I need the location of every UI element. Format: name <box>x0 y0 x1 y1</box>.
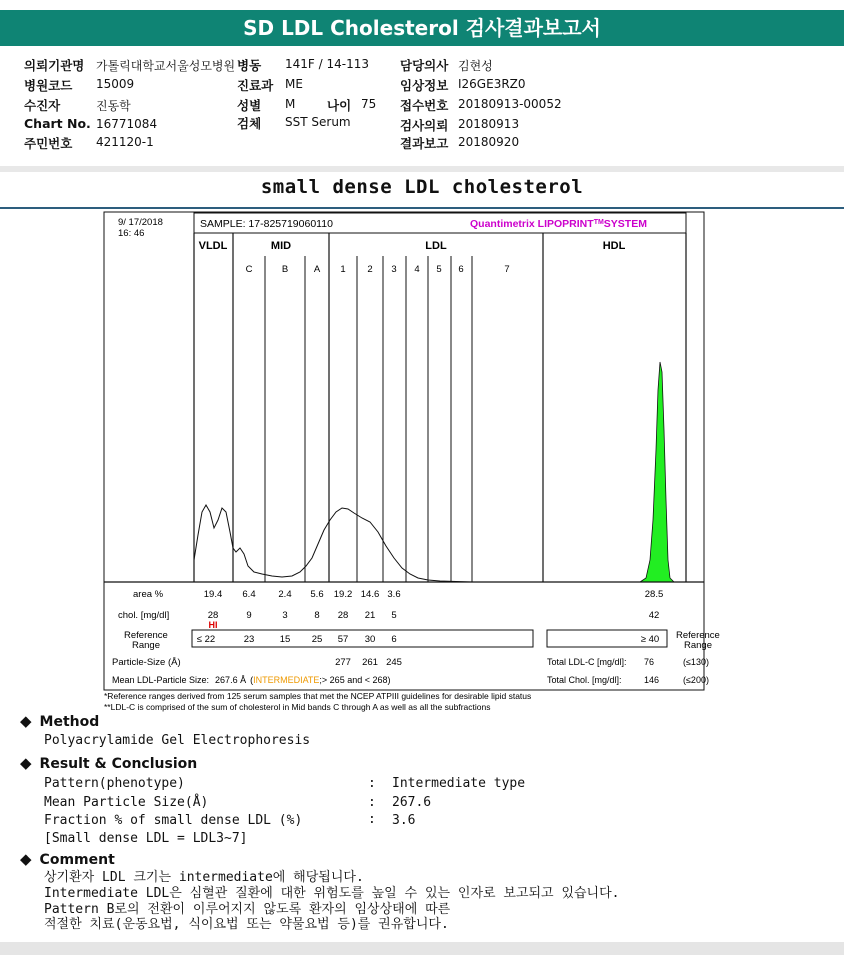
result-row-sep: : <box>368 812 376 827</box>
request-value: 20180913 <box>458 117 520 131</box>
chart-time: 16: 46 <box>118 228 145 239</box>
sex-value: M <box>285 97 296 111</box>
mean-ldl-value: 267.6 Å <box>215 675 247 685</box>
result-row-label: Mean Particle Size(Å) <box>44 795 209 810</box>
comment-line: 적절한 치료(운동요법, 식이요법 또는 약물요법 등)를 권유합니다. <box>44 917 449 932</box>
mean-ldl-label: Mean LDL-Particle Size: <box>112 675 210 685</box>
band-label: A <box>313 264 321 275</box>
band-label: C <box>245 264 253 275</box>
comment-header-text: Comment <box>39 852 115 868</box>
chart-date: 9/ 17/2018 <box>118 217 163 228</box>
particle-size: 245 <box>386 657 402 668</box>
system-name: Quantimetrix LIPOPRINT <box>470 218 594 230</box>
result-row-sep: : <box>368 776 376 791</box>
ref-value: 30 <box>364 634 376 645</box>
chart-no-value: 16771084 <box>96 117 158 131</box>
system-suffix: SYSTEM <box>603 218 647 230</box>
area-value: 19.4 <box>203 589 223 600</box>
area-value: 2.4 <box>278 589 292 600</box>
specimen-label: 검체 <box>237 116 262 131</box>
band-label: B <box>281 264 289 275</box>
diamond-bullet-icon: ◆ <box>20 850 32 868</box>
hi-flag: HI <box>208 620 218 630</box>
age-value: 75 <box>361 97 377 111</box>
hospital-code-label: 병원코드 <box>24 78 73 93</box>
receipt-value: 20180913-00052 <box>458 97 562 111</box>
chol-value: 21 <box>364 610 376 621</box>
sample-id: SAMPLE: 17-825719060110 <box>200 218 333 230</box>
institution-label: 의뢰기관명 <box>24 58 85 73</box>
doctor-label: 담당의사 <box>400 58 449 73</box>
specimen-value: SST Serum <box>285 115 351 129</box>
ward-label: 병동 <box>237 58 262 73</box>
band-label: 4 <box>414 264 420 275</box>
result-row-value: 267.6 <box>392 795 432 810</box>
comment-line: Intermediate LDL은 심혈관 질환에 대한 위험도를 높일 수 있는 인자로 보고되고 있습니다. <box>44 886 620 901</box>
mean-ldl-type: INTERMEDIATE <box>253 675 320 685</box>
chol-value: 9 <box>246 610 252 621</box>
dept-value: ME <box>285 77 303 91</box>
result-row-value: Intermediate type <box>392 776 526 791</box>
request-label: 검사의뢰 <box>400 118 449 133</box>
band-label: 6 <box>458 264 464 275</box>
ref-label-right: Reference <box>676 630 720 641</box>
chol-value: 3 <box>282 610 288 621</box>
footnote: **LDL-C is comprised of the sum of cholesterol in Mid bands C through A as well as all the subfractions <box>104 702 491 712</box>
comment-line: 상기환자 LDL 크기는 intermediate에 해당됩니다. <box>44 870 364 885</box>
chol-value: 5 <box>391 610 397 621</box>
bottom-bar <box>0 942 844 955</box>
ref-value: 15 <box>279 634 291 645</box>
footnote: *Reference ranges derived from 125 serum samples that met the NCEP ATPIII guidelines for desirable lipid status <box>104 691 532 701</box>
chart-title: small dense LDL cholesterol <box>260 176 584 198</box>
ref-label-right: Range <box>684 640 712 651</box>
report-date-value: 20180920 <box>458 135 520 149</box>
result-row-label: Pattern(phenotype) <box>44 776 185 791</box>
chol-value: 28 <box>337 610 349 621</box>
method-text: Polyacrylamide Gel Electrophoresis <box>44 733 311 748</box>
ref-value: 25 <box>311 634 323 645</box>
area-value: 5.6 <box>310 589 324 600</box>
area-value: 19.2 <box>333 589 353 600</box>
area-value: 3.6 <box>387 589 401 600</box>
ref-value: 57 <box>337 634 349 645</box>
name-label: 수진자 <box>24 98 61 113</box>
diamond-bullet-icon: ◆ <box>20 712 32 730</box>
clinical-info-label: 임상정보 <box>400 78 449 93</box>
area-label: area % <box>133 589 164 600</box>
dept-label: 진료과 <box>237 78 274 93</box>
receipt-label: 접수번호 <box>400 98 449 113</box>
ref-value: 6 <box>391 634 397 645</box>
lipoprint-chart <box>0 209 844 715</box>
result-note: [Small dense LDL = LDL3~7] <box>44 831 248 846</box>
total-chol-ref: (≤200) <box>683 675 709 685</box>
result-header-text: Result & Conclusion <box>39 756 198 772</box>
ref-value: ≤ 22 <box>196 634 216 645</box>
hospital-code-value: 15009 <box>96 77 135 91</box>
patient-info <box>0 50 844 168</box>
result-row-label: Fraction % of small dense LDL (%) <box>44 813 303 828</box>
particle-size-label: Particle-Size (Å) <box>112 657 181 668</box>
chol-value: 42 <box>648 610 660 621</box>
method-header <box>20 712 99 730</box>
mean-ldl-open: ( <box>250 675 254 685</box>
area-value: 14.6 <box>360 589 380 600</box>
system-brand <box>470 218 647 230</box>
mean-ldl-size <box>112 675 390 685</box>
ref-value: ≥ 40 <box>640 634 660 645</box>
mean-ldl-range: ;> 265 and < 268) <box>319 675 391 685</box>
doctor-value: 김현성 <box>458 59 493 73</box>
group-mid: MID <box>270 240 292 252</box>
name-value: 진동학 <box>96 99 131 113</box>
band-label: 5 <box>436 264 442 275</box>
band-label: 2 <box>367 264 373 275</box>
ref-label-left: Reference <box>124 630 168 641</box>
group-hdl: HDL <box>602 240 626 252</box>
sex-label: 성별 <box>237 98 262 113</box>
band-label: 1 <box>340 264 346 275</box>
diamond-bullet-icon: ◆ <box>20 754 32 772</box>
total-ldl-label: Total LDL-C [mg/dl]: <box>547 657 627 667</box>
id-label: 주민번호 <box>24 136 73 151</box>
chol-value: 8 <box>314 610 320 621</box>
institution-value: 가톨릭대학교서울성모병원 <box>96 59 236 73</box>
band-label: 3 <box>391 264 397 275</box>
system-tm: TM <box>593 218 604 226</box>
total-chol-label: Total Chol. [mg/dl]: <box>547 675 622 685</box>
band-label: 7 <box>504 264 510 275</box>
result-row-sep: : <box>368 795 376 810</box>
group-vldl: VLDL <box>198 240 228 252</box>
particle-size: 261 <box>362 657 378 668</box>
ward-value: 141F / 14-113 <box>285 57 369 71</box>
id-value: 421120-1 <box>96 135 154 149</box>
report-date-label: 결과보고 <box>400 136 449 151</box>
area-value: 28.5 <box>644 589 664 600</box>
area-value: 6.4 <box>242 589 256 600</box>
chart-no-label: Chart No. <box>24 116 91 131</box>
chol-label: chol. [mg/dl] <box>118 610 170 621</box>
total-ldl-ref: (≤130) <box>683 657 709 667</box>
particle-size: 277 <box>335 657 351 668</box>
ref-label-left: Range <box>132 640 160 651</box>
chol-value: 28 <box>207 610 219 621</box>
group-ldl: LDL <box>425 240 447 252</box>
total-chol-value: 146 <box>644 675 660 685</box>
result-row-value: 3.6 <box>392 813 416 828</box>
comment-line: Pattern B로의 전환이 이루어지지 않도록 환자의 임상상태에 따른 <box>44 902 451 917</box>
age-label: 나이 <box>327 98 352 113</box>
report-title: SD LDL Cholesterol 검사결과보고서 <box>0 10 844 46</box>
total-ldl-value: 76 <box>644 657 655 667</box>
ref-value: 23 <box>243 634 255 645</box>
method-header-text: Method <box>39 714 100 730</box>
result-header <box>20 754 197 772</box>
section-separator <box>0 166 844 172</box>
clinical-info-value: I26GE3RZ0 <box>458 77 526 91</box>
